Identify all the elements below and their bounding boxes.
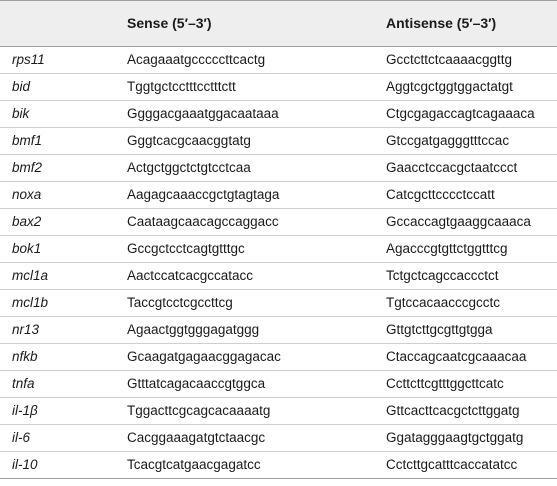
- antisense-cell: Tctgctcagccaccctct: [386, 268, 499, 283]
- gene-cell: bax2: [12, 214, 42, 229]
- table-row: [0, 236, 557, 263]
- antisense-cell: Gttcacttcacgctcttggatg: [386, 403, 520, 418]
- antisense-cell: Gttgtcttgcgttgtgga: [386, 322, 493, 337]
- gene-cell: mcl1b: [12, 295, 49, 310]
- sense-cell: Aagagcaaaccgctgtagtaga: [127, 187, 280, 202]
- header-antisense: Antisense (5′–3′): [386, 15, 497, 31]
- antisense-cell: Gtccgatgagggtttccac: [386, 133, 510, 148]
- table-row: [0, 425, 557, 452]
- gene-cell: nr13: [12, 322, 40, 337]
- sense-cell: Gtttatcagacaaccgtggca: [127, 376, 266, 391]
- table-row: [0, 74, 557, 101]
- sense-cell: Agaactggtgggagatggg: [127, 322, 260, 337]
- sense-cell: Actgctggctctgtcctcaa: [127, 160, 251, 175]
- antisense-cell: Ctaccagcaatcgcaaacaa: [386, 349, 527, 364]
- table-row: [0, 101, 557, 128]
- sense-cell: Gccgctcctcagtgtttgc: [127, 241, 245, 256]
- header-sense: Sense (5′–3′): [127, 15, 212, 31]
- sense-cell: Caataagcaacagccaggacc: [127, 214, 279, 229]
- antisense-cell: Gccaccagtgaaggcaaaca: [386, 214, 531, 229]
- table-row: [0, 398, 557, 425]
- antisense-cell: Ccttcttcgtttggcttcatc: [386, 376, 504, 391]
- table-row: [0, 209, 557, 236]
- antisense-cell: Agacccgtgttctggtttcg: [386, 241, 508, 256]
- table-row: [0, 452, 557, 479]
- antisense-cell: Gaacctccacgctaatccct: [386, 160, 518, 175]
- table-row: [0, 128, 557, 155]
- gene-cell: tnfa: [12, 376, 35, 391]
- gene-cell: bik: [12, 106, 30, 121]
- antisense-cell: Aggtcgctggtggactatgt: [386, 79, 513, 94]
- gene-cell: noxa: [12, 187, 42, 202]
- gene-cell: il-1β: [12, 403, 38, 418]
- gene-cell: bmf2: [12, 160, 43, 175]
- sense-cell: Cacggaaagatgtctaacgc: [127, 430, 266, 445]
- antisense-cell: Ctgcgagaccagtcagaaaca: [386, 106, 535, 121]
- gene-cell: bmf1: [12, 133, 43, 148]
- antisense-cell: Tgtccacaacccgcctc: [386, 295, 501, 310]
- antisense-cell: Ggatagggaagtgctggatg: [386, 430, 524, 445]
- antisense-cell: Gcctcttctcaaaacggttg: [386, 52, 513, 67]
- table-row: [0, 290, 557, 317]
- gene-cell: nfkb: [12, 349, 38, 364]
- table-row: [0, 371, 557, 398]
- gene-cell: il-10: [12, 457, 38, 472]
- table-row: [0, 47, 557, 74]
- gene-cell: bid: [12, 79, 31, 94]
- table-row: [0, 263, 557, 290]
- gene-cell: bok1: [12, 241, 42, 256]
- sense-cell: Aactccatcacgccatacc: [127, 268, 254, 283]
- table-header: [0, 0, 557, 47]
- gene-cell: il-6: [12, 430, 31, 445]
- sense-cell: Acagaaatgcccccttcactg: [127, 52, 266, 67]
- table-row: [0, 317, 557, 344]
- sense-cell: Gggtcacgcaacggtatg: [127, 133, 251, 148]
- sense-cell: Tggacttcgcagcacaaaatg: [127, 403, 271, 418]
- sense-cell: Gcaagatgagaacggagacac: [127, 349, 281, 364]
- sense-cell: Tggtgctcctttcctttctt: [127, 79, 236, 94]
- sense-cell: Ggggacgaaatggacaataaa: [127, 106, 279, 121]
- sense-cell: Tcacgtcatgaacgagatcc: [127, 457, 261, 472]
- gene-cell: mcl1a: [12, 268, 49, 283]
- table-row: [0, 182, 557, 209]
- table-row: [0, 344, 557, 371]
- sense-cell: Taccgtcctcgccttcg: [127, 295, 233, 310]
- gene-cell: rps11: [12, 52, 45, 67]
- table-row: [0, 155, 557, 182]
- antisense-cell: Catcgcttcccctccatt: [386, 187, 495, 202]
- antisense-cell: Cctcttgcatttcaccatatcc: [386, 457, 518, 472]
